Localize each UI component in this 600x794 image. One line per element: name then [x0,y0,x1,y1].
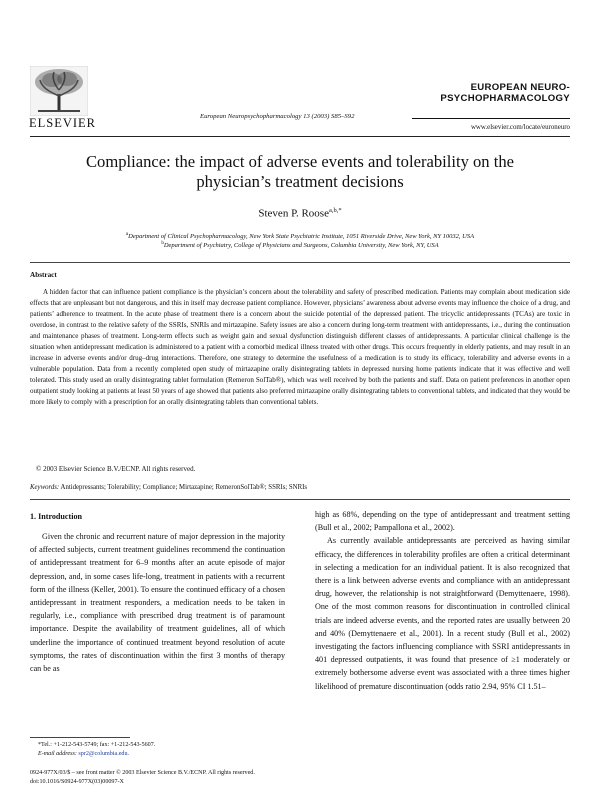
keywords-line [30,484,307,491]
section-heading: 1. Introduction [30,512,83,521]
affil-a-mark: a [125,232,129,237]
front-matter-line: 0924-977X/03/$ – see front matter © 2003 Elsevier Science B.V./ECNP. All rights reserved. [30,770,255,776]
abstract-copyright: © 2003 Elsevier Science B.V./ECNP. All rights reserved. [36,465,196,473]
intro-right-para-1: high as 68%, depending on the type of antidepressant and treatment setting (Bull et al., 2002; Pampallona et al., 2002). [315,510,570,533]
footnote-email [38,751,129,757]
author-line [0,207,600,220]
abstract-body: A hidden factor that can influence patient compliance is the physician’s concern about the tolerability and safety of prescribed medication. Patients may complain about medication side effects that are unpleasant but not dangerous, and this in itself may decrease patient compliance. However, physicians’ awareness about adverse events may influence the choice of a drug, and patients’ adherence to treatment. In the acute phase of treatment there is a concern about the suicide potential of the depressed patient. The tricyclic antidepressants (TCAs) are toxic in overdose, in contrast to the relative safety of the SSRIs, SNRIs and mirtazapine. Safety issues are also a concern during long-term treatment with antidepressants, i.e., during the continuation and maintenance phases of treatment. Long-term effects such as weight gain and sexual dysfunction distinguish different classes of antidepressants. A particular clinical challenge is the situation when antidepressant medication is administered to a patient with a comorbid medical illness treated with other drugs. This occurs frequently in elderly patients, and may result in an increase in adverse events and/or drug–drug interactions. Therefore, one strategy to determine the usefulness of a medication is to study its efficacy, tolerability and adverse events in a vulnerable population. Data from a recently completed open study of mirtazapine orally disintegrating tablets in depressed nursing home patients indicate that it was effective and well tolerated. This study used an orally disintegrating tablet formulation (Remeron SolTab®), which was well received by both the patients and staff. Data on patient preferences in another open outpatient study looking at patients at least 50 years of age showed that patients also preferred mirtazapine orally disintegrating tablets to conventional tablets, and indicated that they would be more likely to comply with a prescription for an orally disintegrating tablets than conventional tablets. [30,288,570,406]
title-line-1: Compliance: the impact of adverse events and tolerability on the [85,152,515,171]
affiliation-a [40,232,560,240]
affil-b-text: Department of Psychiatry, College of Physicians and Surgeons, Columbia University, New York, NY, USA [163,242,439,250]
keywords-text: Antidepressants; Tolerability; Compliance; Mirtazapine; RemeronSolTab®; SSRIs; SNRIs [60,484,308,491]
author-name: Steven P. Roose [258,207,329,220]
title-line-2: physician’s treatment decisions [196,172,404,191]
journal-brand [440,82,570,104]
doi-line: doi:10.1016/S0924-977X(03)00097-X [30,779,124,785]
author-affil-marks: a,b,* [328,207,342,214]
abstract-bottom-rule [30,499,570,500]
journal-citation: European Neuropsychopharmacology 13 (2003) S85–S92 [200,113,355,120]
abstract-heading: Abstract [30,271,57,279]
intro-right-para-2: As currently available antidepressants are perceived as having similar efficacy, the differences in tolerability profiles are often a critical determinant in selecting a medication for an individual patient. It is also recognized that there is a link between adverse events and compliance with an antidepressant drug, however, the relationship is not straightforward (Demyttenaere, 1998). One of the most common reasons for discontinuation in controlled clinical trials are indeed adverse events, and the reported rates are usually between 20 and 40% (Demyttenaere et al., 2001). In a recent study (Bull et al., 2002) investigating the factors influencing compliance with SSRI antidepressants in 401 depressed outpatients, it was found that presence of ≥1 moderately or extremely bothersome adverse event was associated with a three times higher likelihood of premature discontinuation (odds ratio 2.94, 95% CI 1.51– [315,536,570,691]
header-divider [30,136,570,137]
intro-right-column [315,508,570,693]
affiliation-b [40,241,560,249]
email-label: E-mail address: [38,751,77,757]
elsevier-tree-logo [30,66,88,116]
brand-line-1: EUROPEAN NEURO- [470,82,570,93]
affil-a-text: Department of Clinical Psychopharmacology, New York State Psychiatric Institute, 1051 Riverside Drive, New York, NY 10032, USA [128,233,475,241]
keywords-label: Keywords: [30,484,60,491]
abstract-top-rule [30,262,570,263]
intro-left-column: Given the chronic and recurrent nature of major depression in the majority of affected subjects, current treatment guidelines recommend the continuation of antidepressant treatment for 6–9 months after an acute episode of major depression, and, in some cases life-long, treatment in patients with a recurrent form of the illness (Keller, 2001). To ensure the continued efficacy of a chosen antidepressant in treatment responders, a medication needs to be taken in regularly, i.e., compliance with prescribed drug treatment is of paramount importance. Despite the availability of treatment guidelines, all of which underline the importance of continued treatment beyond resolution of acute symptoms, the rates of discontinuation within the first 3 months of therapy can be as [30,532,285,674]
brand-divider [412,118,570,119]
affil-b-mark: b [161,241,164,246]
footnote-contact: *Tel.: +1-212-543-5749; fax: +1-212-543-5607. [38,742,156,748]
brand-line-2: PSYCHOPHARMACOLOGY [440,93,570,104]
publisher-name: ELSEVIER [29,116,97,130]
article-title [40,152,560,192]
email-link[interactable]: spr2@columbia.edu. [78,751,130,757]
journal-website[interactable]: www.elsevier.com/locate/euroneuro [470,124,570,131]
footnote-rule [30,737,130,738]
